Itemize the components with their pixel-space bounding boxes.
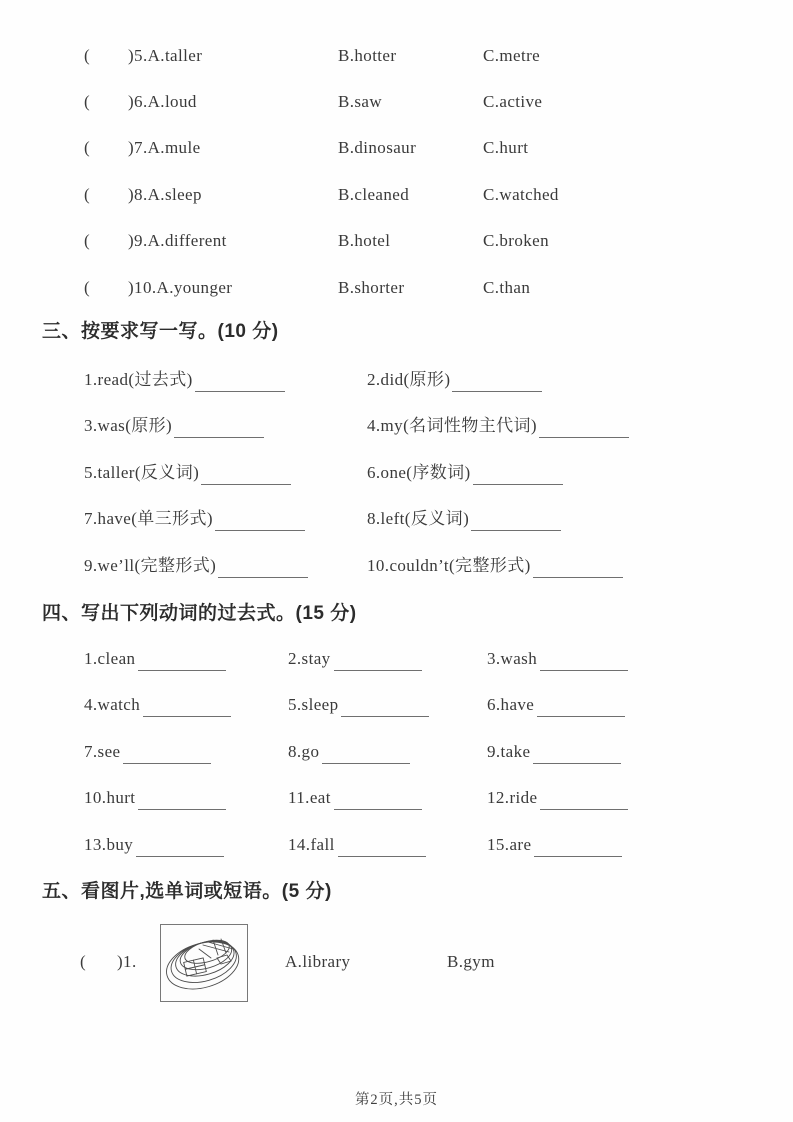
answer-blank[interactable]	[136, 838, 224, 857]
choice-option-b: B.hotel	[338, 231, 391, 250]
verb-label: 4.watch	[84, 695, 141, 714]
playground-track-image	[160, 924, 248, 1002]
choice-option-a: )6.A.loud	[128, 92, 197, 111]
choice-row	[0, 229, 793, 255]
verb-item	[487, 786, 628, 810]
answer-blank[interactable]	[471, 512, 561, 531]
verb-label: 9.take	[487, 742, 531, 761]
fill-item-label: 10.couldn’t(完整形式)	[367, 556, 531, 575]
choice-option-c: C.broken	[483, 231, 549, 250]
fill-item-label: 6.one(序数词)	[367, 463, 471, 482]
answer-blank[interactable]	[334, 791, 422, 810]
verb-label: 10.hurt	[84, 788, 136, 807]
fill-item	[84, 507, 305, 531]
choice-option-c: C.hurt	[483, 138, 529, 157]
verb-item	[288, 647, 422, 671]
fill-item-label: 8.left(反义词)	[367, 509, 470, 528]
fill-item-label: 9.we’ll(完整形式)	[84, 556, 217, 575]
fill-item	[84, 461, 291, 485]
verb-item	[288, 740, 410, 764]
choice-option-b: B.saw	[338, 92, 383, 111]
answer-blank[interactable]	[539, 419, 629, 438]
fill-row	[0, 554, 793, 580]
verb-item	[84, 740, 211, 764]
fill-item-label: 5.taller(反义词)	[84, 463, 200, 482]
answer-blank[interactable]	[537, 698, 625, 717]
page-footer: 第2页,共5页	[354, 1092, 439, 1108]
answer-paren: (	[84, 231, 91, 250]
choice-option-a: )10.A.younger	[128, 278, 233, 297]
choice-option-a: )8.A.sleep	[128, 185, 202, 204]
answer-blank[interactable]	[123, 745, 211, 764]
section-four-title: 四、写出下列动词的过去式。(15 分)	[42, 603, 357, 624]
verb-item	[487, 740, 621, 764]
verb-item	[288, 833, 426, 857]
choice-row	[0, 136, 793, 162]
answer-blank[interactable]	[218, 559, 308, 578]
fill-row	[0, 414, 793, 440]
question-number: )1.	[117, 952, 137, 971]
answer-paren: (	[84, 138, 91, 157]
answer-blank[interactable]	[201, 466, 291, 485]
section-three-title: 三、按要求写一写。(10 分)	[42, 321, 279, 342]
verb-label: 8.go	[288, 742, 320, 761]
fill-item-label: 1.read(过去式)	[84, 370, 193, 389]
verb-row	[0, 786, 793, 812]
verb-row	[0, 647, 793, 673]
verb-label: 3.wash	[487, 649, 538, 668]
option-gym: B.gym	[447, 952, 495, 971]
answer-paren: (	[84, 46, 91, 65]
verb-row	[0, 833, 793, 859]
verb-label: 5.sleep	[288, 695, 339, 714]
fill-row	[0, 507, 793, 533]
choice-row	[0, 183, 793, 209]
section-five-title: 五、看图片,选单词或短语。(5 分)	[42, 881, 332, 902]
verb-item	[487, 647, 628, 671]
answer-blank[interactable]	[174, 419, 264, 438]
answer-blank[interactable]	[138, 791, 226, 810]
answer-blank[interactable]	[322, 745, 410, 764]
fill-item	[84, 414, 264, 438]
answer-blank[interactable]	[473, 466, 563, 485]
choice-option-a: )7.A.mule	[128, 138, 201, 157]
fill-item	[367, 414, 629, 438]
answer-blank[interactable]	[338, 838, 426, 857]
fill-item-label: 7.have(单三形式)	[84, 509, 213, 528]
answer-paren: (	[84, 92, 91, 111]
choice-row	[0, 44, 793, 70]
fill-item	[84, 368, 285, 392]
verb-item	[84, 647, 226, 671]
answer-blank[interactable]	[143, 698, 231, 717]
choice-option-c: C.active	[483, 92, 543, 111]
verb-label: 12.ride	[487, 788, 538, 807]
verb-item	[84, 693, 231, 717]
choice-option-b: B.shorter	[338, 278, 405, 297]
answer-paren: (	[84, 278, 91, 297]
answer-blank[interactable]	[540, 791, 628, 810]
verb-label: 1.clean	[84, 649, 136, 668]
fill-item-label: 2.did(原形)	[367, 370, 451, 389]
fill-item	[84, 554, 308, 578]
verb-label: 7.see	[84, 742, 121, 761]
choice-option-a: )9.A.different	[128, 231, 227, 250]
fill-item	[367, 461, 563, 485]
choice-option-c: C.watched	[483, 185, 559, 204]
choice-option-b: B.hotter	[338, 46, 397, 65]
verb-label: 14.fall	[288, 835, 335, 854]
verb-label: 6.have	[487, 695, 535, 714]
option-library: A.library	[285, 952, 351, 971]
verb-item	[487, 833, 622, 857]
fill-item	[367, 507, 561, 531]
fill-row	[0, 461, 793, 487]
answer-blank[interactable]	[195, 373, 285, 392]
picture-question-row	[0, 950, 793, 976]
choice-option-c: C.metre	[483, 46, 541, 65]
verb-row	[0, 693, 793, 719]
answer-blank[interactable]	[138, 652, 226, 671]
choice-row	[0, 90, 793, 116]
choice-option-a: )5.A.taller	[128, 46, 203, 65]
answer-blank[interactable]	[341, 698, 429, 717]
fill-item	[367, 554, 623, 578]
answer-blank[interactable]	[215, 512, 305, 531]
answer-blank[interactable]	[534, 838, 622, 857]
answer-paren: (	[80, 952, 87, 971]
verb-label: 2.stay	[288, 649, 331, 668]
choice-option-b: B.dinosaur	[338, 138, 417, 157]
answer-blank[interactable]	[533, 745, 621, 764]
verb-label: 15.are	[487, 835, 532, 854]
answer-blank[interactable]	[540, 652, 628, 671]
verb-label: 11.eat	[288, 788, 331, 807]
verb-item	[288, 786, 422, 810]
choice-option-c: C.than	[483, 278, 531, 297]
fill-row	[0, 368, 793, 394]
running-track-icon	[161, 925, 247, 1001]
answer-paren: (	[84, 185, 91, 204]
fill-item-label: 4.my(名词性物主代词)	[367, 416, 537, 435]
answer-blank[interactable]	[452, 373, 542, 392]
verb-item	[487, 693, 625, 717]
verb-item	[288, 693, 429, 717]
verb-item	[84, 833, 224, 857]
answer-blank[interactable]	[533, 559, 623, 578]
answer-blank[interactable]	[334, 652, 422, 671]
fill-item	[367, 368, 542, 392]
verb-label: 13.buy	[84, 835, 134, 854]
choice-option-b: B.cleaned	[338, 185, 410, 204]
fill-item-label: 3.was(原形)	[84, 416, 173, 435]
verb-item	[84, 786, 226, 810]
choice-row	[0, 276, 793, 302]
verb-row	[0, 740, 793, 766]
